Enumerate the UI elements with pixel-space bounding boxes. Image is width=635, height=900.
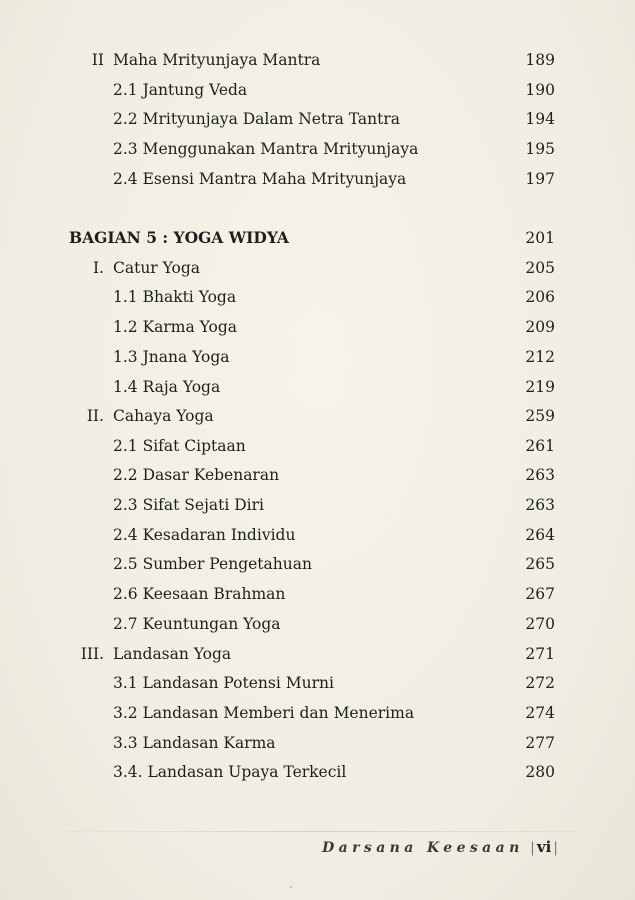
toc-entry-title: 2.7 Keuntungan Yoga [113,615,281,633]
toc-entry [0,730,635,756]
toc-entry [0,492,635,518]
toc-entry-title: Cahaya Yoga [113,407,214,425]
toc-entry-number: I. [92,259,104,277]
toc-entry-title: 3.4. Landasan Upaya Terkecil [113,763,347,781]
toc-entry-page: 194 [525,110,555,128]
toc-entry-title: 2.4 Esensi Mantra Maha Mrityunjaya [113,170,407,188]
toc-entry-title: 3.3 Landasan Karma [113,734,276,752]
toc-entry [0,166,635,192]
toc-entry [0,47,635,73]
footer-separator: | [553,840,558,856]
toc-entry [0,433,635,459]
toc-entry [0,255,635,281]
toc-entry-title: Maha Mrityunjaya Mantra [113,51,321,69]
toc-part-heading [0,225,635,251]
toc-entry-page: 271 [525,645,555,663]
toc-entry [0,314,635,340]
toc-entry-title: Landasan Yoga [113,645,232,663]
toc-entry-title: 2.1 Jantung Veda [113,81,248,99]
toc-entry-title: 1.4 Raja Yoga [113,378,221,396]
toc-entry-title: 1.1 Bhakti Yoga [113,288,237,306]
toc-entry-page: 263 [525,466,555,484]
toc-part-title: BAGIAN 5 : YOGA WIDYA [69,228,289,247]
toc-entry-number: II. [86,407,104,425]
toc-entry [0,522,635,548]
toc-entry-page: 201 [525,229,555,247]
toc-entry [0,106,635,132]
toc-entry-title: 2.3 Sifat Sejati Diri [113,496,264,514]
toc-entry-page: 263 [525,496,555,514]
toc-entry-title: 2.4 Kesadaran Individu [113,526,296,544]
toc-entry-title: 1.2 Karma Yoga [113,318,238,336]
toc-entry-title: 2.6 Keesaan Brahman [113,585,286,603]
toc-entry [0,581,635,607]
footer-book-title: Darsana Keesaan [322,840,524,856]
toc-entry-title: Catur Yoga [113,259,201,277]
toc-entry-page: 219 [525,378,555,396]
toc-entry-page: 212 [525,348,555,366]
toc-entry-page: 267 [525,585,555,603]
toc-entry-page: 190 [525,81,555,99]
toc-entry-page: 270 [525,615,555,633]
toc-entry-page: 265 [525,555,555,573]
toc-entry [0,759,635,785]
toc-entry-page: 280 [525,763,555,781]
toc-entry-page: 274 [525,704,555,722]
toc-entry-title: 2.2 Mrityunjaya Dalam Netra Tantra [113,110,401,128]
toc-entry [0,77,635,103]
toc-entry-page: 277 [525,734,555,752]
toc-entry-page: 264 [525,526,555,544]
toc-entry-page: 205 [525,259,555,277]
toc-entry [0,462,635,488]
toc-entry-page: 209 [525,318,555,336]
toc-entry-page: 206 [525,288,555,306]
toc-entry-title: 3.1 Landasan Potensi Murni [113,674,334,692]
toc-entry [0,374,635,400]
toc-entry [0,670,635,696]
footer-divider [62,831,574,832]
page-footer [322,836,560,858]
footer-page-number: vi [536,838,552,856]
toc-entry-number: III. [80,645,104,663]
toc-entry-page: 197 [525,170,555,188]
toc-entry-page: 261 [525,437,555,455]
toc-entry-page: 272 [525,674,555,692]
toc-entry [0,551,635,577]
toc-entry [0,344,635,370]
toc-entry [0,700,635,726]
toc-entry-page: 259 [525,407,555,425]
toc-entry-page: 195 [525,140,555,158]
toc-entry-title: 2.2 Dasar Kebenaran [113,466,280,484]
toc-entry-title: 2.5 Sumber Pengetahuan [113,555,312,573]
paper-speck [290,886,292,888]
toc-entry-title: 2.3 Menggunakan Mantra Mrityunjaya [113,140,419,158]
toc-entry [0,641,635,667]
toc-entry [0,611,635,637]
toc-entry-title: 2.1 Sifat Ciptaan [113,437,246,455]
toc-entry-page: 189 [525,51,555,69]
footer-separator: | [530,840,535,856]
toc-entry [0,403,635,429]
toc-entry-title: 3.2 Landasan Memberi dan Menerima [113,704,415,722]
toc-entry [0,136,635,162]
toc-entry-title: 1.3 Jnana Yoga [113,348,230,366]
toc-entry [0,284,635,310]
toc-entry-number: II [91,51,104,69]
